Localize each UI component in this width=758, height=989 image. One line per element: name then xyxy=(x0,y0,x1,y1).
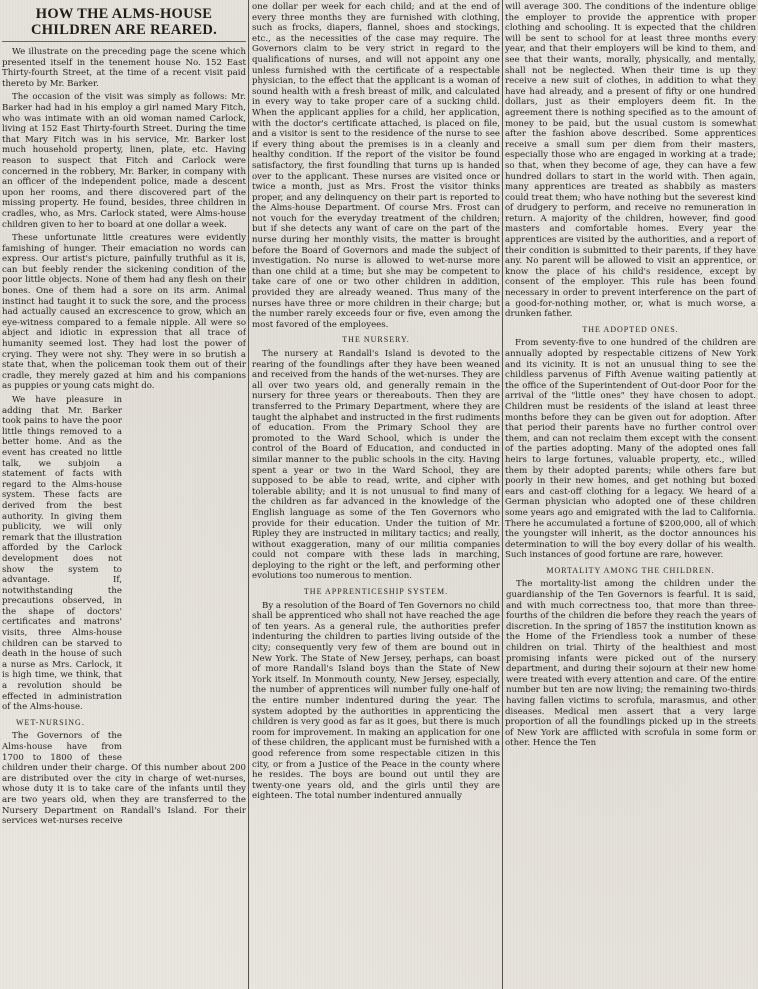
paragraph: We have pleasure in adding that Mr. Barker took pains to have the poor little things removed to a better home. And as the event has created no little talk, we subjoin a statement of facts with regard to the Alms-house system. These facts are derived from the best authority. In giving them publicity, we will only remark that the illustration afforded by the Carlock development does not show the system to advantage. If, notwithstanding the precautions observed, in the shape of doctors' certificates and matrons' visits, three Alms-house children can be starved to death in the house of such a nurse as Mrs. Carlock, it is high time, we think, that a revolution should be effected in administration of the Alms-house. xyxy=(2,395,122,713)
section-heading-nursery: THE NURSERY. xyxy=(342,335,410,345)
paragraph: By a resolution of the Board of Ten Governors no child shall be apprenticed who shall not have reached the age of ten years. As a general rule, the authorities prefer indenturing the children to parties living outside of the city; consequently very few of them are bound out in New York. The State of New Jersey, perhaps, can boast of more Randall's Island boys than the State of New York itself. In Monmouth county, New Jersey, especially, the number of apprentices will number fully one-half of the entire number indentured during the year. The system adopted by the authorities in apprenticing the children is very good as far as it goes, but there is much room for improvement. In making an application for one of these children, the applicant must be furnished with a good reference from some respectable citizen in this city, or from a Justice of the Peace in the county where he resides. The boys are bound out until they are twenty-one years old, and the girls until they are eighteen. The total number indentured annually xyxy=(252,600,500,802)
paragraph: The occasion of the visit was simply as follows: Mr. Barker had had in his employ a girl named Mary Fitch, who was intimate with an old woman named Carlock, living at 152 East Thirty-fourth Street. During the time that Mary Fitch was in his service, Mr. Barker lost much household property, linen, plate, etc. Having reason to suspect that Fitch and Carlock were concerned in the robbery, Mr. Barker, in company with an officer of the independent police, made a descent upon her rooms, and there discovered part of the missing property. He found, besides, three children in cradles, who, as Mrs. Carlock stated, were Alms-house children given to her to board at one dollar a week. xyxy=(2,92,246,230)
section-heading-mortality: MORTALITY AMONG THE CHILDREN. xyxy=(546,565,715,575)
paragraph: will average 300. The conditions of the indenture oblige the employer to provide the apprentice with proper clothing and schooling. It is expected that the children will be sent to school for at least three months every year, and that their employers will be kind to them, and see that their wants, morally, physically, and mentally, shall not be neglected. When their time is up they receive a new suit of clothes, in addition to what they have had already, and a present of fifty or one hundred dollars, just as their employers deem fit. In the agreement there is nothing specified as to the amount of money to be paid, but the usual custom is somewhat after the fashion above described. Some apprentices receive a small sum per diem from their masters, especially those who are engaged in working at a trade; so that, when they become of age, they can have a few hundred dollars to start in the world with. Then again, many apprentices are treated as shabbily as masters could treat them; who have nothing but the severest kind of drudgery to perform, and receive no remuneration in return. A majority of the children, however, find good masters and comfortable homes. Every year the apprentices are visited by the authorities, and a report of their condition is submitted to their parents, if they have any. No parent will be allowed to visit an apprentice, or know the place of his child's residence, except by consent of the employer. This rule has been found necessary in order to prevent interference on the part of a good-for-nothing mother, or, what is much worse, a drunken father. xyxy=(505,2,756,320)
column-3 xyxy=(505,0,756,989)
section-heading-apprenticeship: THE APPRENTICESHIP SYSTEM. xyxy=(303,587,449,597)
paragraph: From seventy-five to one hundred of the children are annually adopted by respectable citizens of New York and its vicinity. It is not an unusual thing to see the childless parvenus of Fifth Avenue waiting patiently at the office of the Superintendent of Out-door Poor for the arrival of the "little ones" they have chosen to adopt. Children must be residents of the island at least three months before they can be given out for adoption. After that period their parents have no further control over them, and can not reclaim them except with the consent of the parties adopting. Many of the adopted ones fall heirs to large fortunes, valuable property, etc., willed them by their adopted parents; while others fare but poorly in their new homes, and get nothing but boxed ears and cast-off clothing for a legacy. We heard of a German physician who adopted one of these children some years ago and emigrated with the lad to California. There he accumulated a fortune of $200,000, all of which the youngster will inherit, as the doctor announces his determination to will the boy every dollar of his wealth. Such instances of good fortune are rare, however. xyxy=(505,338,756,561)
paragraph: We illustrate on the preceding page the scene which presented itself in the tenement house No. 152 East Thirty-fourth Street, at the time of a recent visit paid thereto by Mr. Barker. xyxy=(2,47,246,89)
paragraph: The Governors of the Alms-house have from 1700 to 1800 of these children under their charge. Of this number about 200 are distributed over the city in charge of wet-nurses, whose duty it is to take care of the infants until they are two years old, when they are transferred to the Nursery Department on Randall's Island. For their services wet-nurses receive xyxy=(2,731,246,827)
column-1 xyxy=(2,0,246,989)
section-heading-wet-nursing: WET-NURSING. xyxy=(16,717,85,727)
paragraph: The mortality-list among the children under the guardianship of the Ten Governors is fearful. It is said, and with much correctness too, that more than three-fourths of the children die before they reach the years of discretion. In the spring of 1857 the institution known as the Home of the Friendless took a number of these children on trial. Thirty of the healthiest and most promising infants were picked out of the nursery department, and during their sojourn at their new home were treated with every attention and care. Of the entire number but ten are now living; the remaining two-thirds having fallen victims to scrofula, marasmus, and other diseases. Medical men assert that a very large proportion of all the foundlings picked up in the streets of New York are afflicted with scrofula in some form or other. Hence the Ten xyxy=(505,579,756,749)
paragraph: These unfortunate little creatures were evidently famishing of hunger. Their emaciation no words can express. Our artist's picture, painfully truthful as it is, can but feebly render the sickening condition of the poor little objects. None of them had any flesh on their bones. One of them had a sore on its arm. Animal instinct had taught it to suck the sore, and the process had actually caused an excrescence to grow, which an eye-witness compared to a female nipple. All were so abject and idiotic in expression that all trace of humanity seemed lost. They had lost the power of crying. They were not shy. They were in so brutish a state that, when the policeman took them out of their cradle, they merely gazed at him and his companions as puppies or young cats might do. xyxy=(2,233,246,392)
illustration-placeholder xyxy=(126,395,246,760)
paragraph: one dollar per week for each child; and at the end of every three months they are furnished with clothing, such as frocks, diapers, flannel, shoes and stockings, etc., as the necessities of the case may require. The Governors claim to be very strict in regard to the qualifications of nurses, and will not appoint any one unless furnished with the certificate of a respectable physician, to the effect that the applicant is a woman of sound health with a fresh breast of milk, and calculated in every way to take proper care of a sucking child. When the applicant applies for a child, her application, with the doctor's certificate attached, is placed on file, and a visitor is sent to the residence of the nurse to see if every thing about the premises is in a cleanly and healthy condition. If the report of the visitor be found satisfactory, the first foundling that turns up is handed over to the applicant. These nurses are visited once or twice a month, just as Mrs. Frost the visitor thinks proper, and any delinquency on their part is reported to the Alms-house Department. Of course Mrs. Frost can not vouch for the everyday treatment of the children; but if she detects any want of care on the part of the nurse during her monthly visits, the matter is brought before the Board of Governors and made the subject of investigation. No nurse is allowed to wet-nurse more than one child at a time; but she may be competent to take care of one or two other children in addition, provided they are already weaned. Thus many of the nurses have three or more children in their charge; but the number rarely exceeds four or five, even among the most favored of the employees. xyxy=(252,2,500,330)
paragraph: The nursery at Randall's Island is devoted to the rearing of the foundlings after they have been weaned and received from the hands of the wet-nurses. They are all over two years old, and generally remain in the nursery for three years or thereabouts. Then they are transferred to the Primary Department, where they are taught the alphabet and instructed in the first rudiments of education. From the Primary School they are promoted to the Ward School, which is under the control of the Board of Education, and conducted in similar manner to the public schools in the city. Having spent a year or two in the Ward School, they are supposed to be able to read, write, and cipher with tolerable ability; and it is not unusual to find many of the children as far advanced in the knowledge of the English language as some of the Ten Governors who provide for their education. Under the tuition of Mr. Ripley they are instructed in military tactics; and really, without exaggeration, many of our militia companies could not compare with these lads in marching, deploying to the right or the left, and performing other evolutions too numerous to mention. xyxy=(252,349,500,582)
column-rule-2 xyxy=(502,0,503,989)
article-headline: HOW THE ALMS-HOUSE CHILDREN ARE REARED. xyxy=(2,6,246,42)
section-heading-adopted-ones: THE ADOPTED ONES. xyxy=(582,324,679,334)
column-rule-1 xyxy=(248,0,249,989)
column-2 xyxy=(252,0,500,989)
